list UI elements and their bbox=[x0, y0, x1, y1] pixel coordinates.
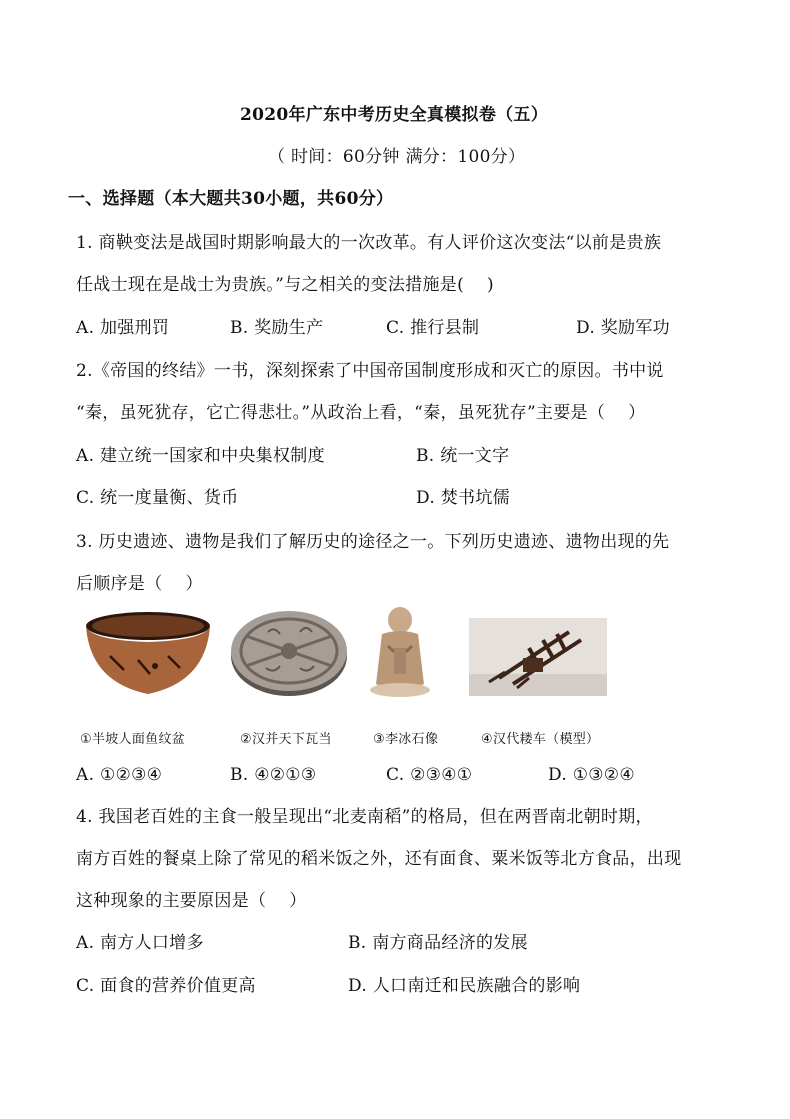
question-1-line-1: 1. 商鞅变法是战国时期影响最大的一次改革。有人评价这次变法“以前是贵族 bbox=[76, 233, 662, 253]
question-4-line-2: 南方百姓的餐桌上除了常见的稻米饭之外，还有面食、粟米饭等北方食品，出现 bbox=[76, 849, 682, 869]
question-4-option-c[interactable]: C. 面食的营养价值更高 bbox=[76, 976, 256, 996]
question-2-option-b[interactable]: B. 统一文字 bbox=[416, 446, 510, 466]
page-title: 2020年广东中考历史全真模拟卷（五） bbox=[240, 105, 549, 125]
question-1-option-a[interactable]: A. 加强刑罚 bbox=[76, 318, 170, 338]
question-4-option-a[interactable]: A. 南方人口增多 bbox=[76, 933, 204, 953]
caption-3: ③李冰石像 bbox=[373, 732, 439, 747]
statue-image bbox=[362, 604, 438, 700]
tile-image bbox=[228, 606, 350, 700]
question-1-line-2: 任战士现在是战士为贵族。”与之相关的变法措施是( ) bbox=[76, 275, 494, 295]
caption-4: ④汉代耧车（模型） bbox=[481, 732, 600, 747]
question-3-line-1: 3. 历史遗迹、遗物是我们了解历史的途径之一。下列历史遗迹、遗物出现的先 bbox=[76, 532, 670, 552]
bowl-image bbox=[80, 604, 216, 700]
question-3-option-b[interactable]: B. ④②①③ bbox=[230, 765, 317, 785]
question-4-option-b[interactable]: B. 南方商品经济的发展 bbox=[348, 933, 528, 953]
question-2-option-a[interactable]: A. 建立统一国家和中央集权制度 bbox=[76, 446, 325, 466]
question-2-line-1: 2.《帝国的终结》一书，深刻探索了中国帝国制度形成和灭亡的原因。书中说 bbox=[76, 361, 664, 381]
seeder-image bbox=[469, 618, 607, 696]
question-4-line-1: 4. 我国老百姓的主食一般呈现出“北麦南稻”的格局，但在两晋南北朝时期， bbox=[76, 807, 653, 827]
question-3-line-2: 后顺序是（ ） bbox=[76, 574, 203, 594]
caption-2: ②汉并天下瓦当 bbox=[240, 732, 332, 747]
section-heading: 一、选择题（本大题共30小题，共60分） bbox=[68, 189, 394, 209]
question-3-option-d[interactable]: D. ①③②④ bbox=[548, 765, 635, 785]
caption-1: ①半坡人面鱼纹盆 bbox=[80, 732, 186, 747]
question-1-option-c[interactable]: C. 推行县制 bbox=[386, 318, 480, 338]
question-2-option-d[interactable]: D. 焚书坑儒 bbox=[416, 488, 510, 508]
question-2-line-2: “秦，虽死犹存，它亡得悲壮。”从政治上看，“秦，虽死犹存”主要是（ ） bbox=[76, 403, 646, 423]
question-4-option-d[interactable]: D. 人口南迁和民族融合的影响 bbox=[348, 976, 581, 996]
question-1-option-b[interactable]: B. 奖励生产 bbox=[230, 318, 324, 338]
exam-subtitle: （ 时间：60分钟 满分：100分） bbox=[268, 147, 526, 167]
question-3-option-c[interactable]: C. ②③④① bbox=[386, 765, 473, 785]
question-4-line-3: 这种现象的主要原因是（ ） bbox=[76, 891, 307, 911]
question-1-option-d[interactable]: D. 奖励军功 bbox=[576, 318, 670, 338]
question-3-option-a[interactable]: A. ①②③④ bbox=[76, 765, 163, 785]
question-2-option-c[interactable]: C. 统一度量衡、货币 bbox=[76, 488, 239, 508]
